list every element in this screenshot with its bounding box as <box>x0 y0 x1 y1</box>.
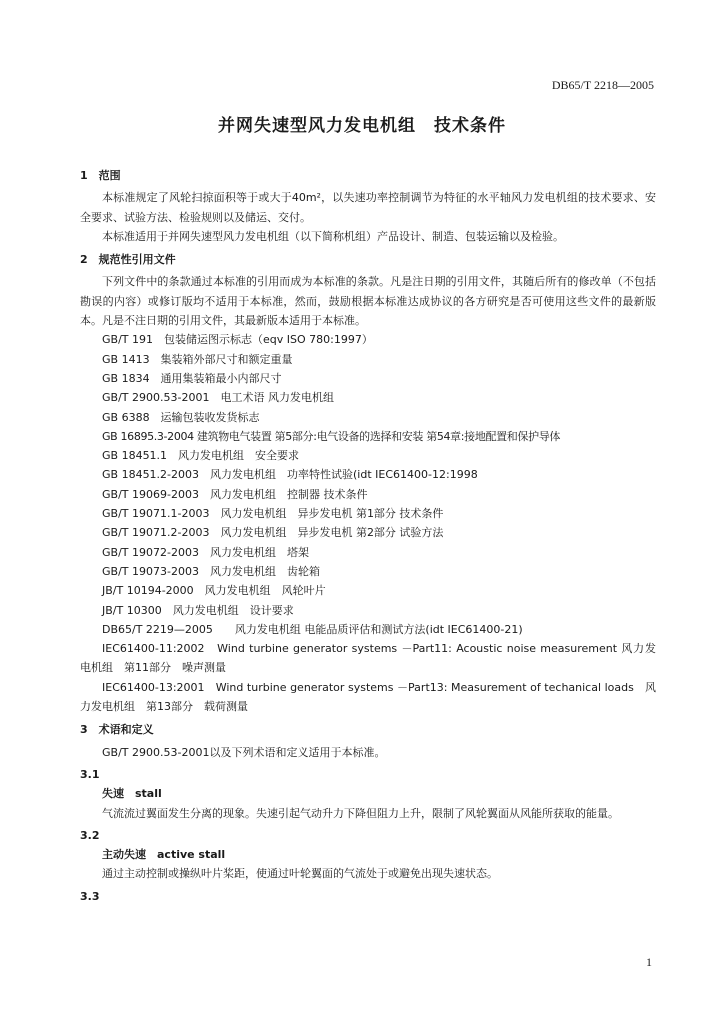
reference-item: GB/T 19069-2003 风力发电机组 控制器 技术条件 <box>102 487 368 501</box>
reference-item: JB/T 10300 风力发电机组 设计要求 <box>102 603 294 617</box>
paragraph: GB/T 2900.53-2001以及下列术语和定义适用于本标准。 <box>102 745 386 759</box>
paragraph: 本标准适用于并网失速型风力发电机组（以下简称机组）产品设计、制造、包装运输以及检验。 <box>102 229 564 243</box>
reference-item: GB/T 19071.2-2003 风力发电机组 异步发电机 第2部分 试验方法 <box>102 526 444 540</box>
term-number: 3.1 <box>80 767 100 781</box>
term-number: 3.3 <box>80 889 100 903</box>
term-definition: 气流流过翼面发生分离的现象。失速引起气动升力下降但阻力上升，限制了风轮翼面从风能所获取的能量。 <box>102 806 619 820</box>
term-name: 主动失速 active stall <box>102 848 226 862</box>
document-body <box>80 162 656 906</box>
reference-item: GB/T 19072-2003 风力发电机组 塔架 <box>102 545 309 559</box>
reference-item: GB/T 19073-2003 风力发电机组 齿轮箱 <box>102 564 320 578</box>
reference-item: GB/T 191 包装储运图示标志（eqv ISO 780:1997） <box>102 333 373 347</box>
section-heading-scope: 1 范围 <box>80 169 121 182</box>
reference-item: GB 1834 通用集装箱最小内部尺寸 <box>102 371 282 385</box>
reference-item: GB 18451.2-2003 风力发电机组 功率特性试验(idt IEC61400-12:1998 <box>102 468 478 482</box>
paragraph: 本标准规定了风轮扫掠面积等于或大于40m²，以失速功率控制调节为特征的水平轴风力发电机组的技术要求、安全要求、试验方法、检验规则以及储运、交付。 <box>80 191 656 224</box>
page-number: 1 <box>646 955 652 969</box>
reference-item: JB/T 10194-2000 风力发电机组 风轮叶片 <box>102 584 326 598</box>
term-number: 3.2 <box>80 828 100 842</box>
section-heading-terms: 3 术语和定义 <box>80 723 154 737</box>
paragraph: 下列文件中的条款通过本标准的引用而成为本标准的条款。凡是注日期的引用文件，其随后所有的修改单（不包括勘误的内容）或修订版均不适用于本标准，然而，鼓励根据本标准达成协议的各方研究是否可使用这些文件的最新版本。凡是不注日期的引用文件，其最新版本适用于本标准。 <box>80 275 656 328</box>
term-definition: 通过主动控制或操纵叶片桨距，使通过叶轮翼面的气流处于或避免出现失速状态。 <box>102 867 498 881</box>
document-title: 并网失速型风力发电机组 技术条件 <box>218 116 506 136</box>
reference-item: GB 6388 运输包装收发货标志 <box>102 410 260 424</box>
reference-item: GB 16895.3-2004 建筑物电气装置 第5部分:电气设备的选择和安装 第54章:接地配置和保护导体 <box>102 429 561 443</box>
reference-item: IEC61400-13:2001 Wind turbine generator systems －Part13: Measurement of techanical loads 风力发电机组 第13部分 载荷测量 <box>80 680 656 714</box>
document-code: DB65/T 2218—2005 <box>551 78 654 92</box>
reference-item: GB 18451.1 风力发电机组 安全要求 <box>102 449 300 463</box>
reference-item: IEC61400-11:2002 Wind turbine generator systems －Part11: Acoustic noise measurement 风力发电机组 第11部分 噪声测量 <box>80 642 656 675</box>
reference-item: GB 1413 集装箱外部尺寸和额定重量 <box>102 352 293 366</box>
reference-item: DB65/T 2219—2005 风力发电机组 电能品质评估和测试方法(idt IEC61400-21) <box>102 622 523 636</box>
term-name: 失速 stall <box>102 787 162 801</box>
reference-item: GB/T 2900.53-2001 电工术语 风力发电机组 <box>102 391 334 405</box>
reference-item: GB/T 19071.1-2003 风力发电机组 异步发电机 第1部分 技术条件 <box>102 507 444 521</box>
section-heading-normative-references: 2 规范性引用文件 <box>80 253 176 267</box>
